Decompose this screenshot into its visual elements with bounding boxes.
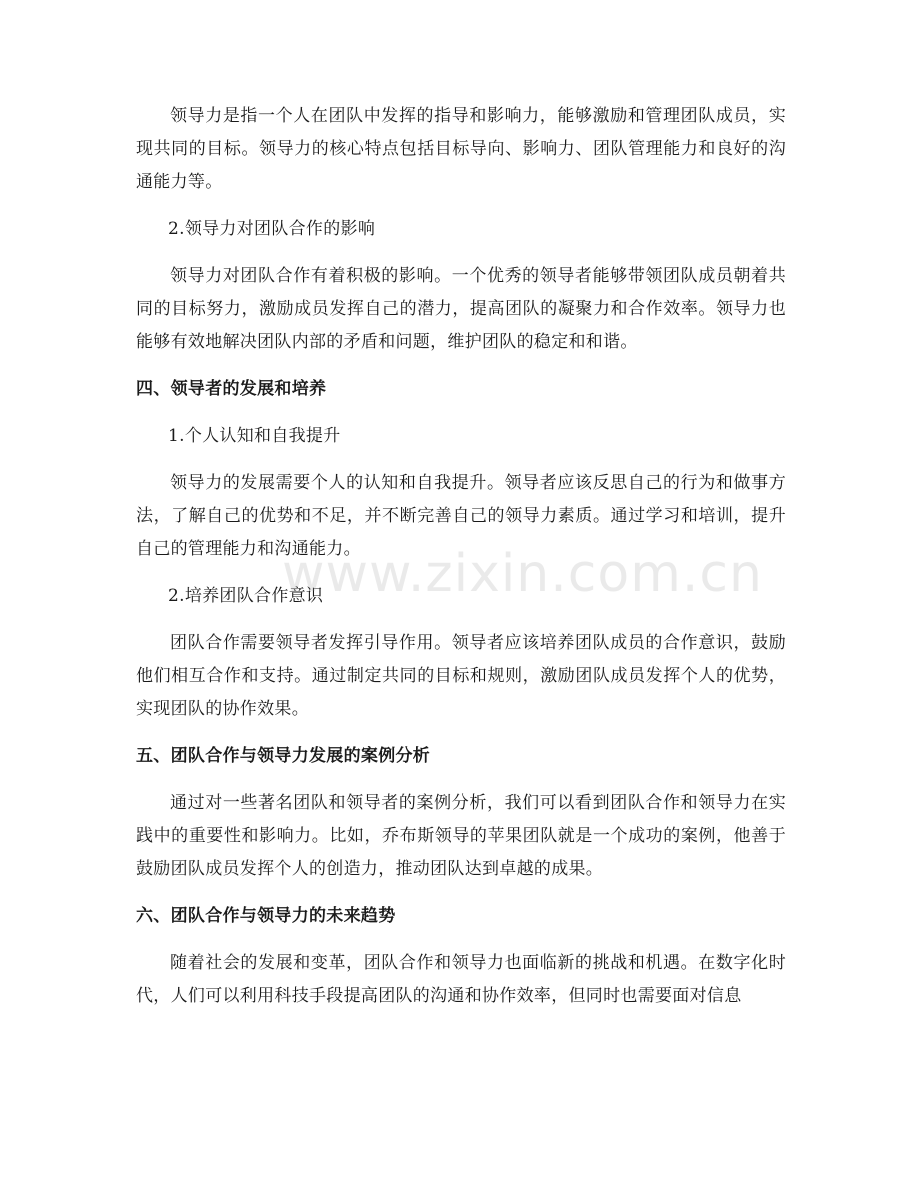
paragraph-self-improvement: 领导力的发展需要个人的认知和自我提升。领导者应该反思自己的行为和做事方法，了解自己的优势和不足，并不断完善自己的领导力素质。通过学习和培训，提升自己的管理能力和沟通能力。 — [136, 473, 786, 559]
paragraph-future-trends: 随着社会的发展和变革，团队合作和领导力也面临新的挑战和机遇。在数字化时代，人们可以利用科技手段提高团队的沟通和协作效率，但同时也需要面对信息 — [136, 953, 786, 1006]
section-heading-4: 四、领导者的发展和培养 — [136, 379, 327, 399]
section-heading-5: 五、团队合作与领导力发展的案例分析 — [136, 746, 431, 766]
section-heading-6: 六、团队合作与领导力的未来趋势 — [136, 906, 396, 926]
paragraph-case-study: 通过对一些著名团队和领导者的案例分析，我们可以看到团队合作和领导力在实践中的重要性和影响力。比如，乔布斯领导的苹果团队就是一个成功的案例，他善于鼓励团队成员发挥个人的创造力，推动团队达到卓越的成果。 — [136, 793, 786, 879]
subheading-self-improvement: 1.个人认知和自我提升 — [168, 426, 341, 446]
subheading-leadership-impact: 2.领导力对团队合作的影响 — [168, 219, 376, 239]
paragraph-leadership-definition: 领导力是指一个人在团队中发挥的指导和影响力，能够激励和管理团队成员，实现共同的目标。领导力的核心特点包括目标导向、影响力、团队管理能力和良好的沟通能力等。 — [136, 106, 786, 192]
paragraph-leadership-impact: 领导力对团队合作有着积极的影响。一个优秀的领导者能够带领团队成员朝着共同的目标努力，激励成员发挥自己的潜力，提高团队的凝聚力和合作效率。领导力也能够有效地解决团队内部的矛盾和问题，维护团队的稳定和和谐。 — [136, 266, 786, 352]
subheading-team-awareness: 2.培养团队合作意识 — [168, 586, 324, 606]
paragraph-team-awareness: 团队合作需要领导者发挥引导作用。领导者应该培养团队成员的合作意识，鼓励他们相互合作和支持。通过制定共同的目标和规则，激励团队成员发挥个人的优势，实现团队的协作效果。 — [136, 633, 786, 719]
document-body — [136, 100, 786, 1027]
watermark-text: www.zixin.com.cn — [282, 544, 763, 604]
